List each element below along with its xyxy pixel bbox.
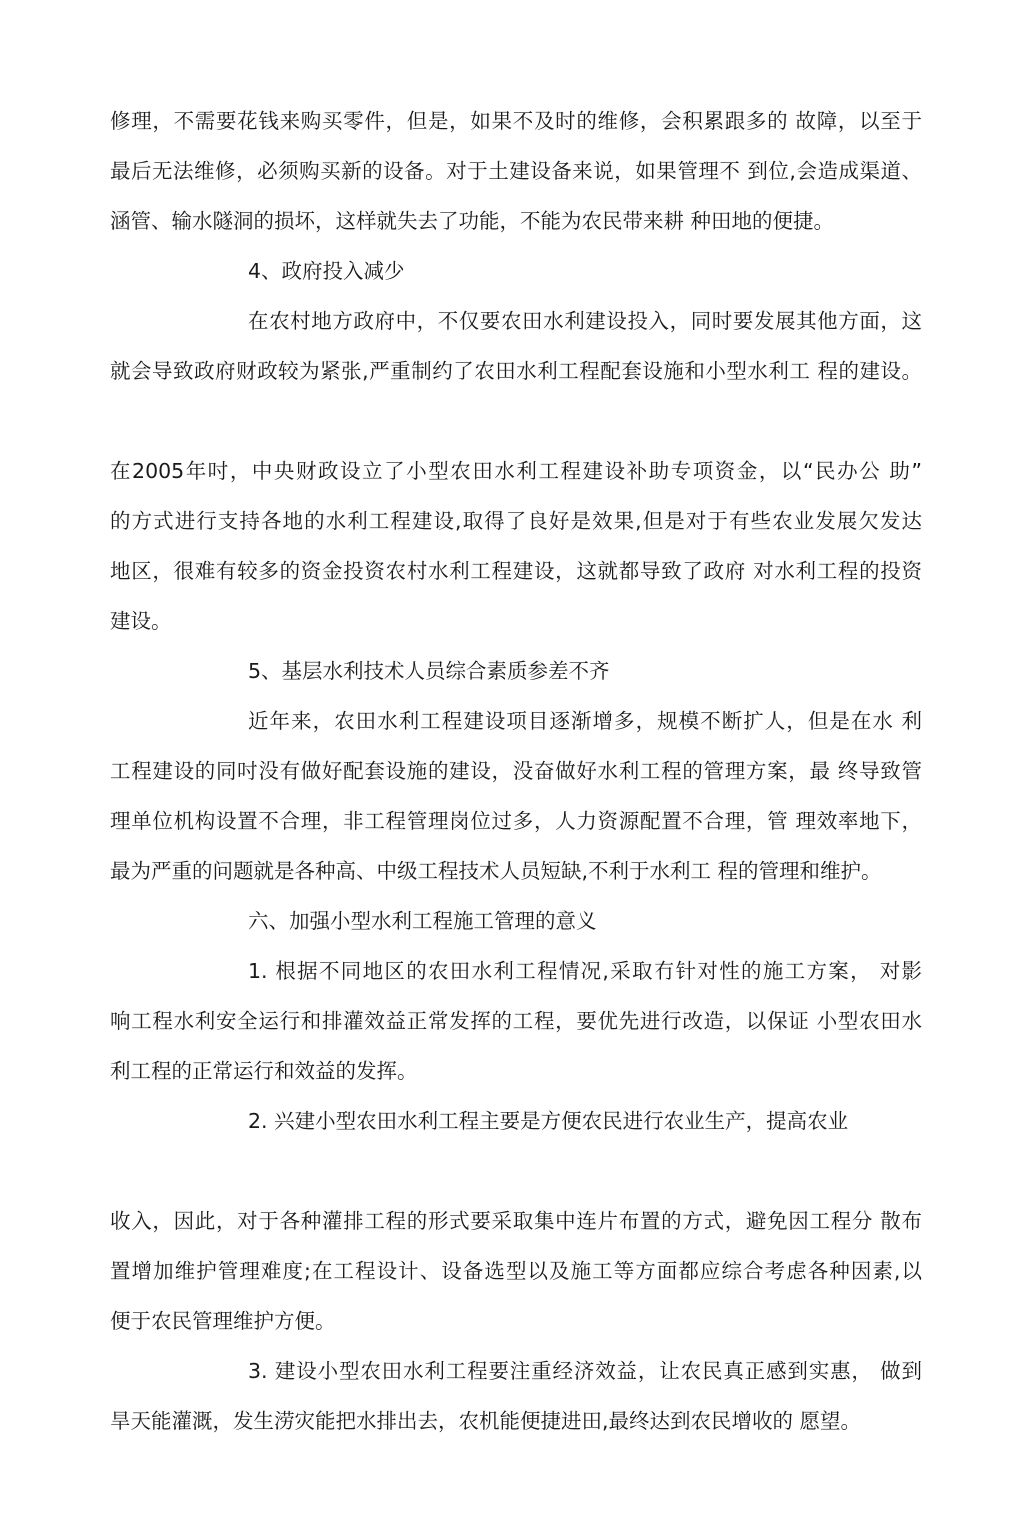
- text-line: 的方式进行支持各地的水利工程建设,取得了良好是效果,但是对于有些农业发展欠发达: [110, 509, 922, 533]
- blank-line: [110, 396, 922, 446]
- text-line: 最后无法维修，必须购买新的设备。对于土建设备来说，如果管理不 到位,会造成渠道、: [110, 159, 922, 183]
- text-line: 便于农民管理维护方便。: [110, 1309, 336, 1333]
- paragraph-first-line: 3. 建设小型农田水利工程要注重经济效益，让农民真正感到实惠， 做到: [248, 1359, 922, 1383]
- text-line: 置增加维护管理难度;在工程设计、设备选型以及施工等方面都应综合考虑各种因素,以: [110, 1259, 922, 1283]
- paragraph-first-line: 六、加强小型水利工程施工管理的意义: [248, 909, 597, 933]
- text-line: 响工程水利安全运行和排灌效益正常发挥的工程，要优先进行改造，以保证 小型农田水: [110, 1009, 922, 1033]
- paragraph-first-line: 5、基层水利技术人员综合素质参差不齐: [248, 659, 610, 683]
- paragraph-first-line: 1. 根据不同地区的农田水利工程情况,采取冇针对性的施工方案， 对影: [248, 959, 922, 983]
- text-line: 建设。: [110, 609, 172, 633]
- text-line: 理单位机构设置不合理，非工程管理岗位过多，人力资源配置不合理，管 理效率地下，: [110, 809, 922, 833]
- text-line: 地区，很难有较多的资金投资农村水利工程建设，这就都导致了政府 对水利工程的投资: [110, 559, 922, 583]
- text-line: 修理，不需要花钱来购买零件，但是，如果不及时的维修，会积累跟多的 故障，以至于: [110, 109, 922, 133]
- paragraph-first-line: 2. 兴建小型农田水利工程主要是方便农民进行农业生产，提高农业: [248, 1109, 849, 1133]
- text-line: 涵管、输水隧洞的损坏，这样就失去了功能，不能为农民带来耕 种田地的便捷。: [110, 209, 835, 233]
- text-line: 最为严重的问题就是各种高、中级工程技术人员短缺,不利于水利工 程的管理和维护。: [110, 859, 882, 883]
- text-line: 在2005年吋，中央财政设立了小型农田水利工程建设补助专项资金，以“民办公 助”: [110, 459, 922, 483]
- document-body: [110, 96, 922, 1446]
- text-line: 就会导致政府财政较为紧张,严重制约了农田水利工程配套设施和小型水利工 程的建设。: [110, 359, 922, 383]
- text-line: 旱天能灌溉，发生涝灾能把水排出去，农机能便捷进田,最终达到农民增收的 愿望。: [110, 1409, 862, 1433]
- blank-line: [110, 1146, 922, 1196]
- paragraph-first-line: 在农村地方政府中，不仅要农田水利建设投入，同时要发展其他方面，这: [248, 309, 922, 333]
- text-line: 利工程的正常运行和效益的发挥。: [110, 1059, 418, 1083]
- text-line: 工程建设的同吋没有做好配套设施的建设，没奋做好水利工程的管理方案，最 终导致管: [110, 759, 922, 783]
- text-line: 收入，因此，对于各种灌排工程的形式要采取集中连片布置的方式，避免因工程分 散布: [110, 1209, 922, 1233]
- paragraph-first-line: 近年来，农田水利工程建设项目逐渐增多，规模不断扩人，但是在水 利: [248, 709, 922, 733]
- paragraph-first-line: 4、政府投入减少: [248, 259, 405, 283]
